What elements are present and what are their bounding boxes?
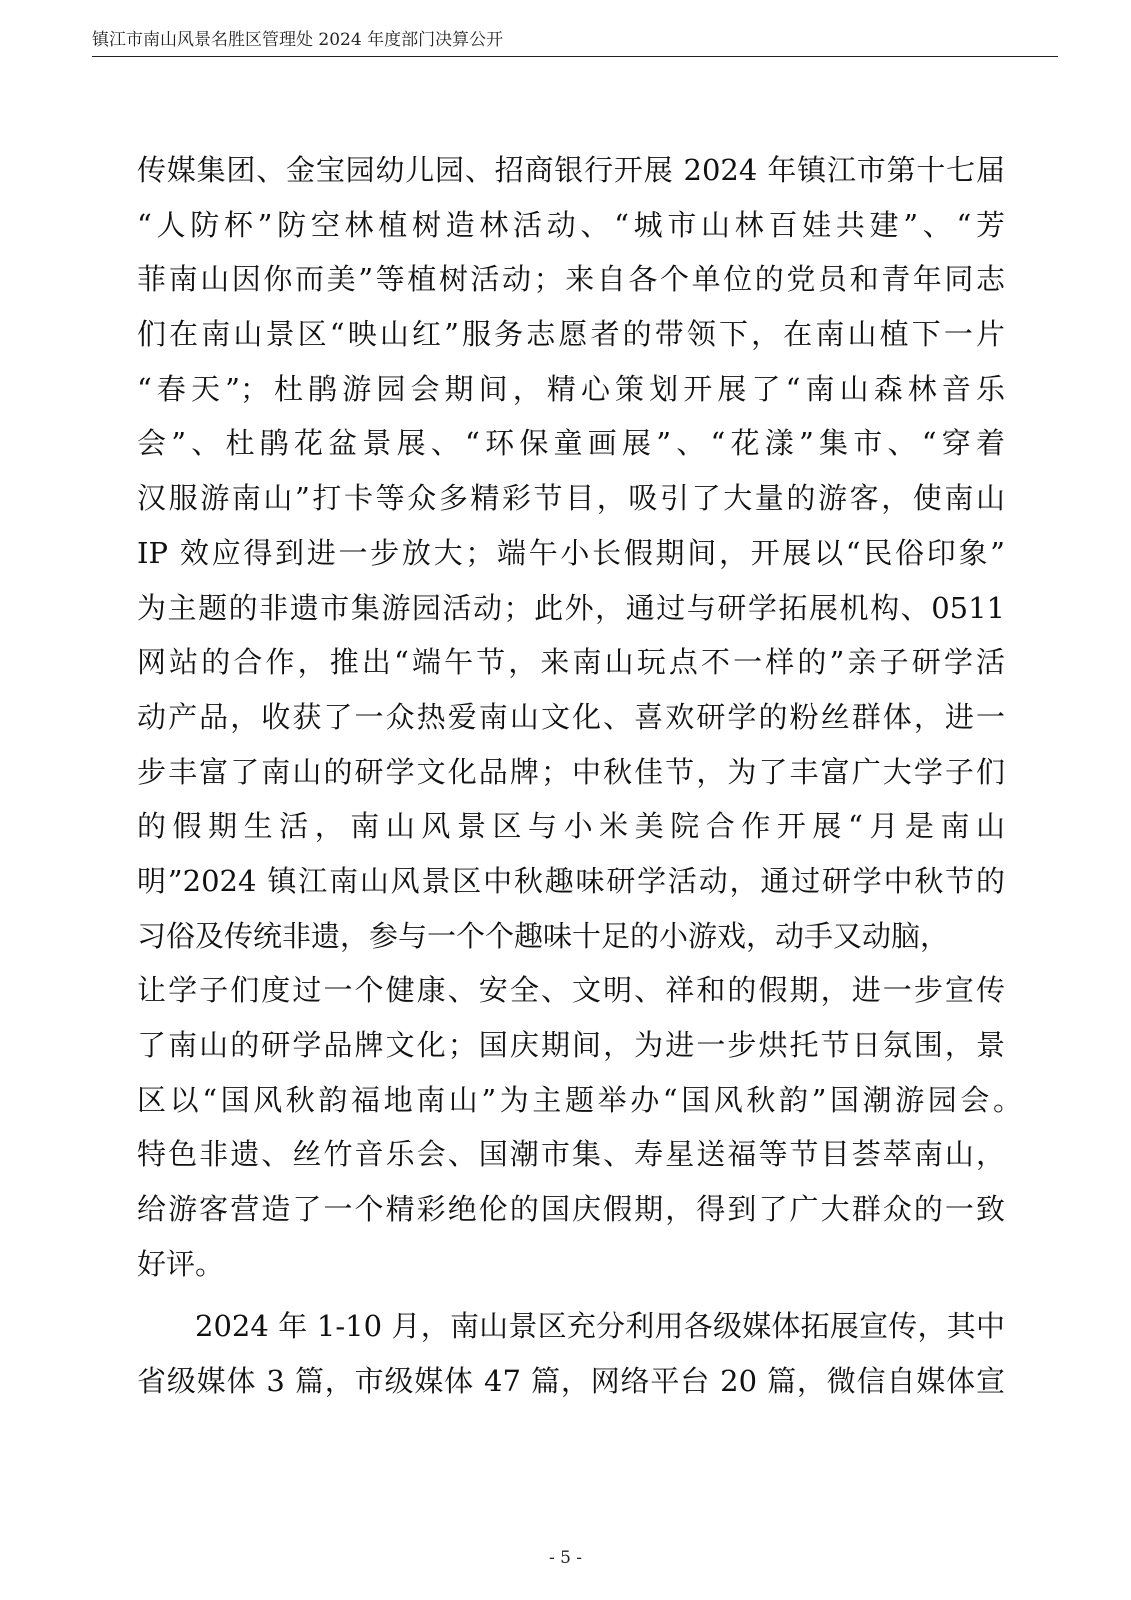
text-line: 会”、杜鹃花盆景展、“环保童画展”、“花漾”集市、“穿着: [137, 426, 1005, 461]
text-line: 2024 年 1-10 月，南山景区充分利用各级媒体拓展宣传，其中: [195, 1309, 1005, 1344]
text-line: 明”2024 镇江南山风景区中秋趣味研学活动，通过研学中秋节的: [137, 863, 1005, 898]
text-line: 菲南山因你而美”等植树活动；来自各个单位的党员和青年同志: [137, 262, 1005, 297]
text-line: 习俗及传统非遗，参与一个个趣味十足的小游戏，动手又动脑，: [137, 918, 950, 953]
paragraph-gap: [137, 1291, 1005, 1299]
text-line: 们在南山景区“映山红”服务志愿者的带领下，在南山植下一片: [137, 317, 1005, 352]
text-line: 特色非遗、丝竹音乐会、国潮市集、寿星送福等节目荟萃南山，: [137, 1137, 1005, 1172]
page-header: [92, 26, 1058, 57]
text-line: 的假期生活，南山风景区与小米美院合作开展“月是南山: [137, 809, 1005, 844]
body-text: [137, 143, 1022, 1409]
text-line: 省级媒体 3 篇，市级媒体 47 篇，网络平台 20 篇，微信自媒体宣: [137, 1364, 1005, 1399]
text-line: 汉服游南山”打卡等众多精彩节目，吸引了大量的游客，使南山: [137, 481, 1005, 516]
text-line: 动产品，收获了一众热爱南山文化、喜欢研学的粉丝群体，进一: [137, 699, 1005, 734]
text-line: 给游客营造了一个精彩绝伦的国庆假期，得到了广大群众的一致: [137, 1192, 1005, 1227]
text-line: 了南山的研学品牌文化；国庆期间，为进一步烘托节日氛围，景: [137, 1028, 1005, 1062]
text-line: 步丰富了南山的研学文化品牌；中秋佳节，为了丰富广大学子们: [137, 754, 1005, 789]
text-line: 让学子们度过一个健康、安全、文明、祥和的假期，进一步宣传: [137, 973, 1005, 1008]
text-line: “人防杯”防空林植树造林活动、“城市山林百娃共建”、“芳: [137, 207, 1005, 242]
text-line: “春天”；杜鹃游园会期间，精心策划开展了“南山森林音乐: [137, 371, 1005, 406]
text-line: 传媒集团、金宝园幼儿园、招商银行开展 2024 年镇江市第十七届: [137, 153, 1005, 187]
text-line: 区以“国风秋韵福地南山”为主题举办“国风秋韵”国潮游园会。: [137, 1082, 1022, 1117]
paragraph: [137, 1299, 1005, 1408]
page-number: - 5 -: [548, 1548, 583, 1568]
text-line: 为主题的非遗市集游园活动；此外，通过与研学拓展机构、0511: [137, 590, 1005, 625]
text-line: IP 效应得到进一步放大；端午小长假期间，开展以“民俗印象”: [137, 535, 1005, 570]
text-line: 网站的合作，推出“端午节，来南山玩点不一样的”亲子研学活: [137, 645, 1005, 680]
text-line: 好评。: [137, 1246, 225, 1281]
paragraph: [137, 143, 1022, 1291]
header-title: 镇江市南山风景名胜区管理处 2024 年度部门决算公开: [92, 30, 504, 50]
